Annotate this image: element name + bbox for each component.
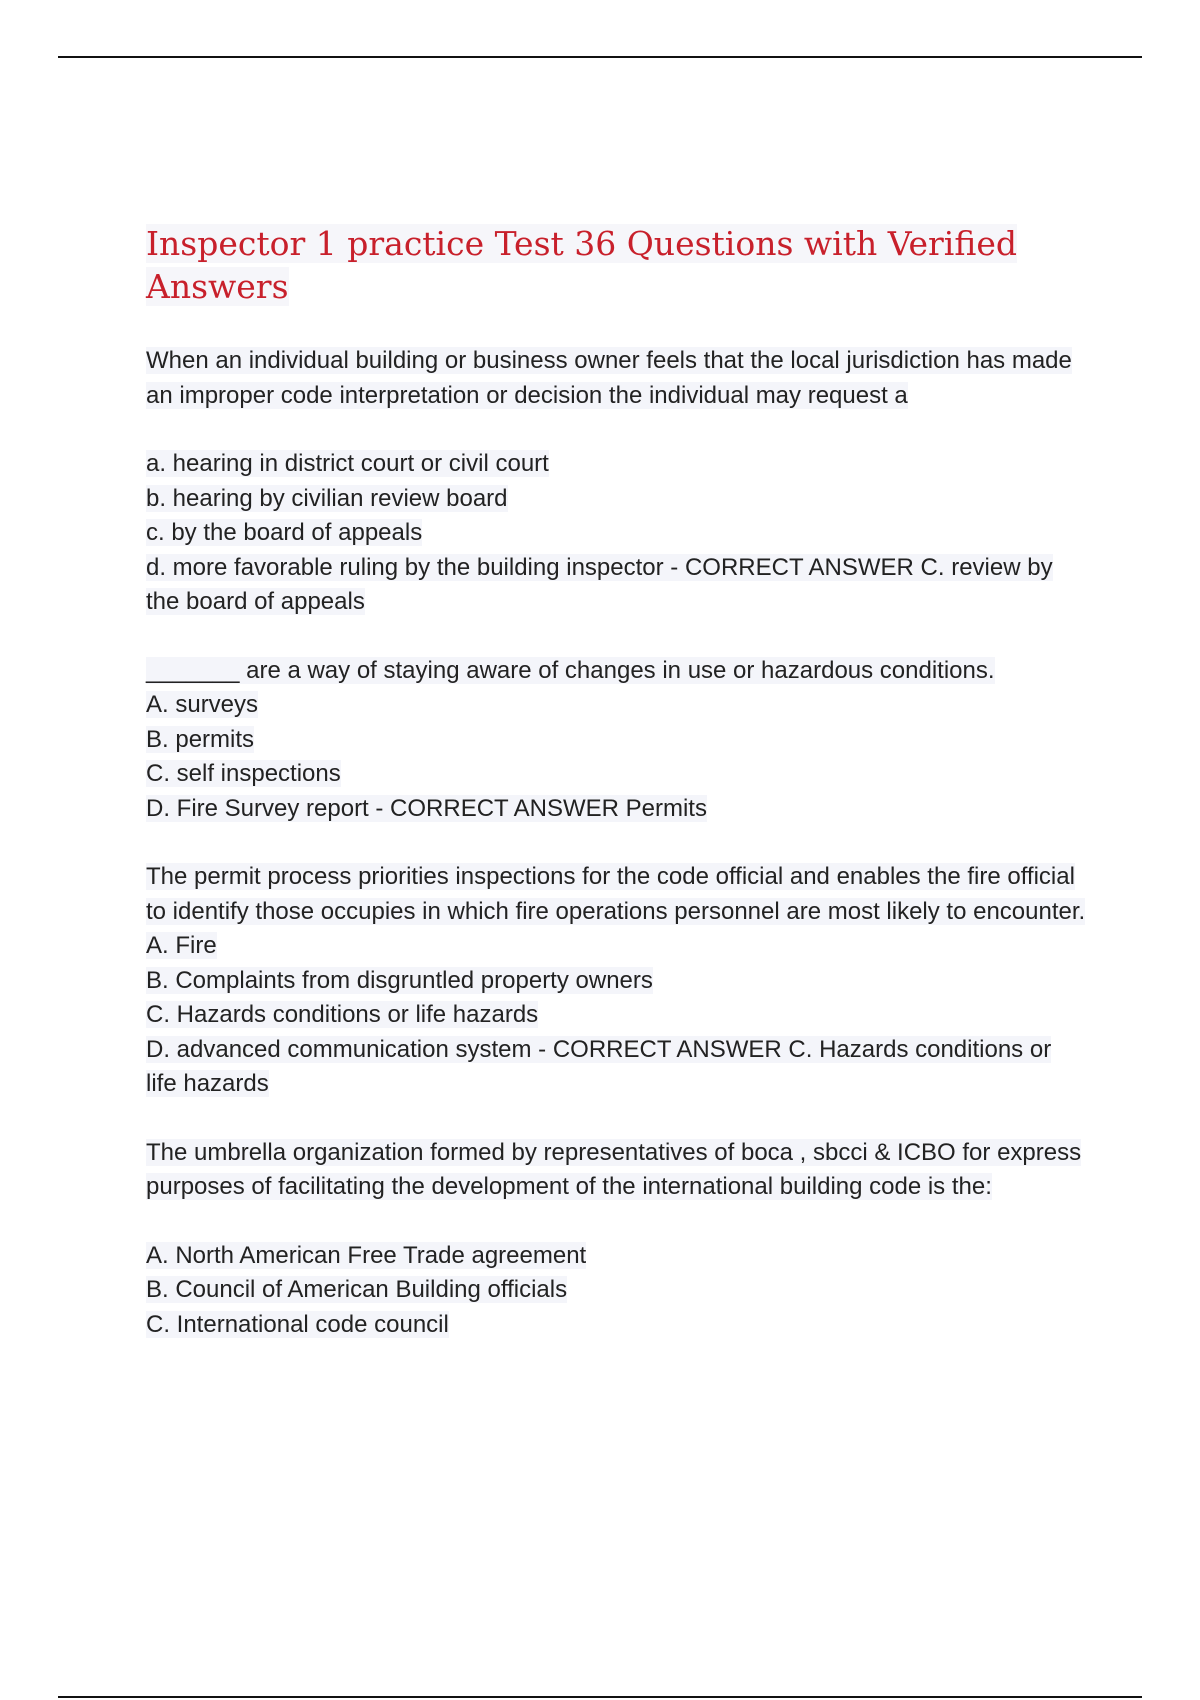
title-line-1: Inspector 1 practice Test 36 Questions with Verified xyxy=(146,224,1018,263)
question-2-option-b: B. permits xyxy=(146,725,255,753)
title-line-2: Answers xyxy=(146,267,289,306)
question-2-option-d-answer: D. Fire Survey report - CORRECT ANSWER Permits xyxy=(146,794,707,822)
question-1-prompt: When an individual building or business owner feels that the local jurisdiction has made an improper code interpretation or decision the individual may request a xyxy=(146,347,1072,409)
question-4-option-c: C. International code council xyxy=(146,1310,449,1338)
question-3 xyxy=(146,860,1086,1102)
page-content xyxy=(146,222,1086,1376)
bottom-rule xyxy=(58,1696,1142,1698)
question-2-prompt: _______ are a way of staying aware of changes in use or hazardous conditions. xyxy=(146,656,995,684)
question-4 xyxy=(146,1136,1086,1343)
question-3-option-a: A. Fire xyxy=(146,932,217,959)
question-2-option-c: C. self inspections xyxy=(146,760,341,787)
question-4-option-a: A. North American Free Trade agreement xyxy=(146,1241,587,1269)
question-3-option-d-answer: D. advanced communication system - CORRECT ANSWER C. Hazards conditions or life hazards xyxy=(146,1035,1052,1097)
question-2 xyxy=(146,654,1086,827)
question-1-option-a: a. hearing in district court or civil court xyxy=(146,450,549,477)
document-title xyxy=(146,222,1086,308)
question-3-option-b: B. Complaints from disgruntled property owners xyxy=(146,966,653,994)
top-rule xyxy=(58,56,1142,58)
question-4-option-b: B. Council of American Building officials xyxy=(146,1276,568,1303)
question-list xyxy=(146,344,1086,1342)
spacer xyxy=(146,413,1086,447)
question-1-option-d-answer: d. more favorable ruling by the building inspector - CORRECT ANSWER C. review by the board of appeals xyxy=(146,553,1053,615)
question-4-prompt: The umbrella organization formed by representatives of boca , sbcci & ICBO for express purposes of facilitating the development of the international building code is the: xyxy=(146,1138,1082,1200)
question-1 xyxy=(146,344,1086,620)
question-2-option-a: A. surveys xyxy=(146,691,259,718)
question-1-option-c: c. by the board of appeals xyxy=(146,519,423,546)
question-3-prompt: The permit process priorities inspections for the code official and enables the fire official to identify those occupies in which fire operations personnel are most likely to encounter. xyxy=(146,863,1086,925)
question-3-option-c: C. Hazards conditions or life hazards xyxy=(146,1001,539,1028)
spacer xyxy=(146,1205,1086,1239)
question-1-option-b: b. hearing by civilian review board xyxy=(146,484,508,512)
